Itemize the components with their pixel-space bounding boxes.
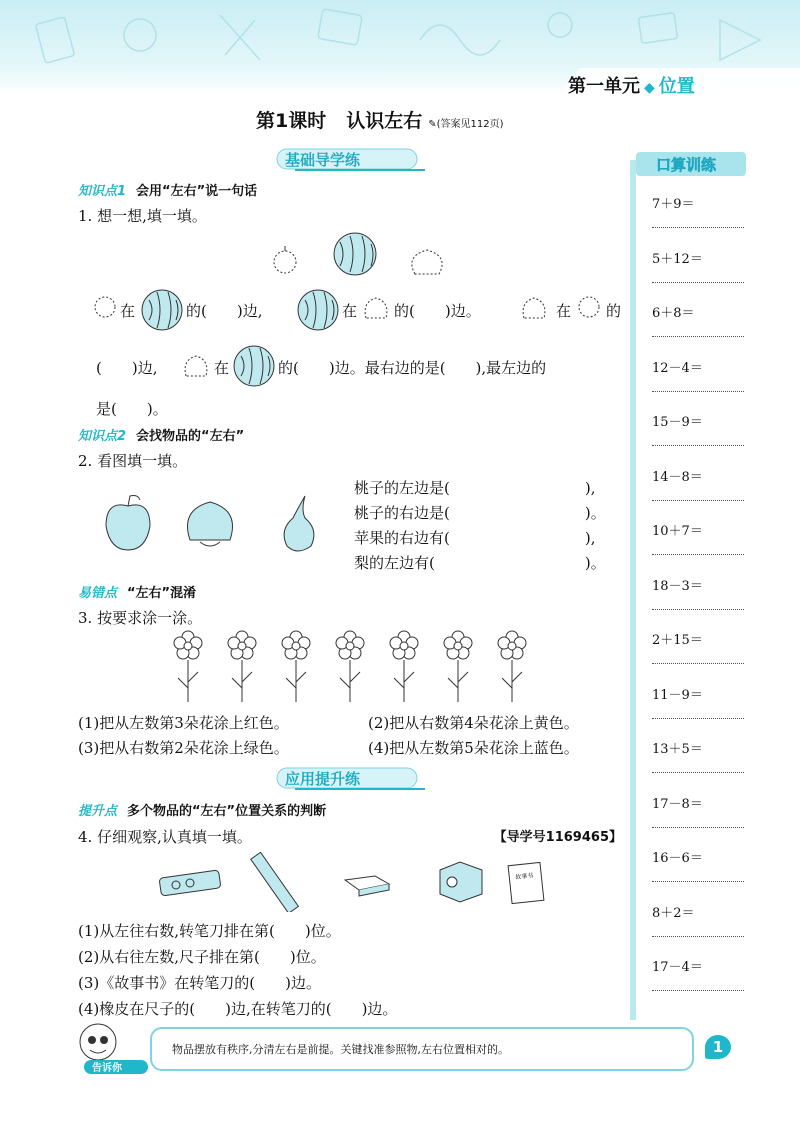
apple-icon: [106, 496, 150, 551]
ruler-icon: [251, 852, 299, 912]
tell-you-label: 告诉你: [92, 1063, 122, 1074]
unit-prefix: 第一单元: [568, 76, 640, 97]
calc-item: 10＋7＝: [652, 524, 703, 539]
section-basic-label: 基础导学练: [285, 151, 361, 169]
answer-line[interactable]: [652, 445, 744, 446]
question-3-title: 3. 按要求涂一涂。: [78, 609, 203, 627]
unit-title: [568, 72, 695, 98]
q2-line-1: 桃子的左边是( ),: [354, 479, 596, 497]
q1-fruit-illustration: [265, 232, 465, 280]
section-banner-applied: [275, 765, 435, 791]
q1-text-1: 在: [120, 302, 136, 320]
unit-name: 位置: [658, 76, 695, 97]
peach-icon: [360, 292, 390, 322]
answer-line[interactable]: [652, 936, 744, 937]
answer-line[interactable]: [652, 990, 744, 991]
mascot-icon: [70, 1018, 160, 1078]
question-2-title: 2. 看图填一填。: [78, 452, 188, 470]
calc-item: 5＋12＝: [652, 251, 703, 267]
calc-item: 18－3＝: [652, 578, 703, 594]
eraser-icon: [345, 876, 389, 896]
sidebar-title: 口算训练: [656, 156, 717, 174]
flower-icon: [444, 631, 472, 702]
calc-item: 12－4＝: [652, 360, 703, 376]
q1-text-10: 是( )。: [96, 400, 168, 418]
page-number: 1: [705, 1035, 731, 1059]
q3-item-2: (2)把从右数第4朵花涂上黄色。: [368, 714, 579, 732]
knowledge-text-2: 会找物品的“左右”: [136, 429, 245, 444]
q3-item-1: (1)把从左数第3朵花涂上红色。: [78, 714, 289, 732]
q4-item-2: (2)从右往左数,尺子排在第( )位。: [78, 948, 326, 966]
knowledge-tag-1: 知识点1: [78, 184, 127, 199]
diamond-icon: ◆: [644, 80, 655, 96]
lesson-title: [256, 106, 504, 133]
knowledge-text-1: 会用“左右”说一句话: [136, 184, 258, 199]
improvement-point: [78, 800, 326, 819]
answer-line[interactable]: [652, 554, 744, 555]
q1-text-4: 的( )边。: [394, 302, 481, 320]
peach-icon: [412, 250, 442, 274]
q4-item-1: (1)从左往右数,转笔刀排在第( )位。: [78, 922, 341, 940]
flower-icon: [336, 631, 364, 702]
calc-item: 16－6＝: [652, 851, 703, 866]
guide-number: 【导学号1169465】: [493, 830, 622, 845]
q1-text-6: 的: [606, 302, 622, 320]
apple-icon: [274, 246, 296, 273]
knowledge-point-2: [78, 425, 244, 444]
q4-item-3: (3)《故事书》在转笔刀的( )边。: [78, 974, 321, 992]
answer-line[interactable]: [652, 718, 744, 719]
q3-item-3: (3)把从右数第2朵花涂上绿色。: [78, 739, 289, 757]
q1-text-9: 的( )边。最右边的是( ),最左边的: [278, 359, 547, 377]
pear-icon: [284, 496, 314, 551]
q1-text-2: 的( )边,: [186, 302, 263, 320]
calc-item: 17－4＝: [652, 960, 703, 975]
book-label: 故事书: [515, 872, 534, 882]
pen-icon: ✎: [428, 119, 437, 130]
watermelon-icon: [334, 233, 376, 275]
q2-line-3: 苹果的右边有( ),: [354, 529, 596, 547]
pencil-case-icon: [159, 870, 221, 896]
answer-line[interactable]: [652, 772, 744, 773]
answer-line[interactable]: [652, 827, 744, 828]
calc-item: 2＋15＝: [652, 633, 703, 648]
q2-fruit-illustration: [100, 490, 340, 554]
error-point: [78, 582, 196, 601]
peach-icon: [188, 502, 233, 546]
error-text: “左右”混淆: [127, 586, 197, 601]
answer-line[interactable]: [652, 391, 744, 392]
flower-icon: [228, 631, 256, 702]
calc-item: 13＋5＝: [652, 742, 703, 757]
peach-icon: [180, 350, 210, 380]
pencil-sharpener-icon: [440, 862, 482, 902]
lesson-topic: 认识左右: [346, 110, 423, 132]
question-4-title: 4. 仔细观察,认真填一填。: [78, 828, 252, 846]
flower-icon: [390, 631, 418, 702]
knowledge-tag-2: 知识点2: [78, 429, 127, 444]
sidebar-rail: [630, 160, 636, 1020]
q4-item-4: (4)橡皮在尺子的( )边,在转笔刀的( )边。: [78, 1000, 398, 1018]
section-banner-basic: [275, 146, 435, 172]
improvement-text: 多个物品的“左右”位置关系的判断: [127, 804, 327, 819]
q1-text-3: 在: [342, 302, 358, 320]
calc-item: 15－9＝: [652, 415, 703, 430]
knowledge-point-1: [78, 180, 257, 199]
error-tag: 易错点: [78, 586, 118, 601]
answer-line[interactable]: [652, 282, 744, 283]
q1-text-7: ( )边,: [96, 359, 158, 377]
q1-text-5: 在: [556, 302, 572, 320]
q2-line-2: 桃子的右边是( )。: [354, 504, 606, 522]
q1-text-8: 在: [214, 359, 230, 377]
peach-icon: [518, 292, 548, 322]
flower-icon: [174, 631, 202, 702]
q3-item-4: (4)把从左数第5朵花涂上蓝色。: [368, 739, 579, 757]
lesson-number: 第1课时: [256, 110, 327, 132]
calc-item: 11－9＝: [652, 687, 703, 703]
section-applied-label: 应用提升练: [285, 770, 361, 788]
calc-item: 17－8＝: [652, 796, 703, 812]
tip-text: 物品摆放有秩序,分清左右是前提。关键找准参照物,左右位置相对的。: [172, 1043, 509, 1056]
calc-item: 8＋2＝: [652, 905, 695, 921]
calc-item: 14－8＝: [652, 469, 703, 485]
calc-item: 7＋9＝: [652, 197, 695, 212]
answer-line[interactable]: [652, 500, 744, 501]
answer-line[interactable]: [652, 336, 744, 337]
flower-row: [160, 630, 540, 706]
answer-reference: [428, 119, 503, 130]
flower-icon: [282, 631, 310, 702]
sidebar-header: [636, 152, 746, 176]
watermelon-icon: [140, 288, 184, 332]
story-book-icon: [508, 862, 544, 903]
answer-line[interactable]: [652, 663, 744, 664]
apple-icon: [92, 292, 118, 318]
question-1-title: 1. 想一想,填一填。: [78, 207, 207, 225]
improvement-tag: 提升点: [78, 804, 118, 819]
answer-ref-text: (答案见112页): [436, 119, 504, 130]
flower-icon: [498, 631, 526, 702]
q4-stationery-illustration: [150, 852, 570, 912]
answer-line[interactable]: [652, 227, 744, 228]
answer-line[interactable]: [652, 609, 744, 610]
calc-item: 6＋8＝: [652, 306, 695, 321]
answer-line[interactable]: [652, 881, 744, 882]
watermelon-icon: [232, 344, 276, 388]
q2-line-4: 梨的左边有( )。: [354, 554, 606, 572]
apple-icon: [576, 292, 602, 318]
watermelon-icon: [296, 288, 340, 332]
